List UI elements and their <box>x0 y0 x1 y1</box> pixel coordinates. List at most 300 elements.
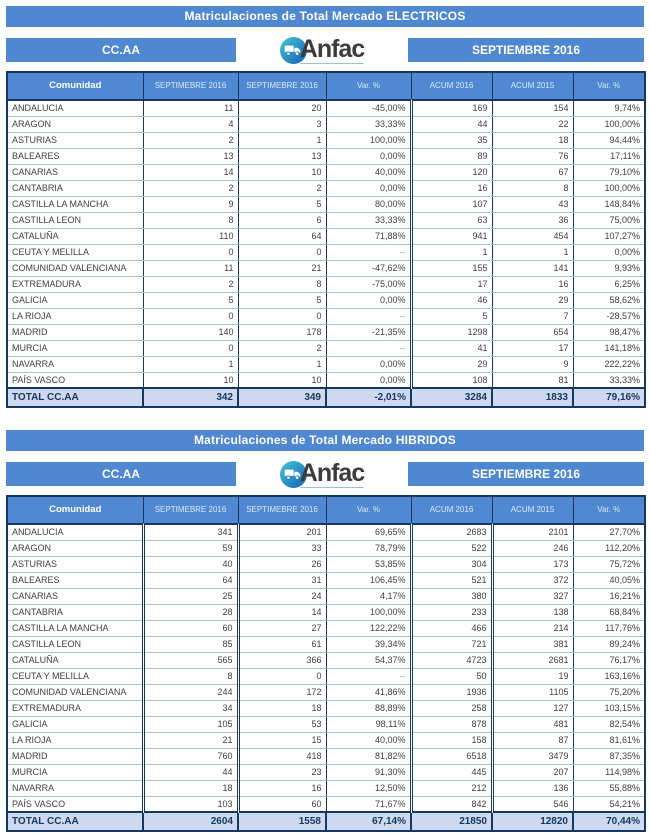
value-cell: 8 <box>238 276 326 292</box>
section-title: Matriculaciones de Total Mercado ELECTRICOS <box>184 9 466 23</box>
value-cell: 16 <box>411 180 492 196</box>
value-cell: 61 <box>238 636 326 652</box>
hibridos-table <box>6 495 646 832</box>
value-cell: 141 <box>492 260 573 276</box>
value-cell: 91,30% <box>326 764 411 780</box>
electricos-table <box>6 71 646 408</box>
value-cell: 67,14% <box>326 812 411 831</box>
table-row <box>7 116 645 132</box>
value-cell: 82,54% <box>573 716 645 732</box>
value-cell: 5 <box>143 292 238 308</box>
value-cell: 1 <box>238 356 326 372</box>
region-cell: CANARIAS <box>7 588 143 604</box>
value-cell: 522 <box>411 540 492 556</box>
table-row <box>7 764 645 780</box>
value-cell: 454 <box>492 228 573 244</box>
table-row <box>7 524 645 540</box>
value-cell: 17,11% <box>573 148 645 164</box>
column-header: ACUM 2015 <box>492 496 573 524</box>
value-cell: 1105 <box>492 684 573 700</box>
region-cell: ASTURIAS <box>7 132 143 148</box>
region-cell: CATALUÑA <box>7 652 143 668</box>
value-cell: 69,65% <box>326 524 411 540</box>
table-row <box>7 372 645 388</box>
table-row <box>7 356 645 372</box>
value-cell: 26 <box>238 556 326 572</box>
region-cell: PAÍS VASCO <box>7 372 143 388</box>
value-cell: 5 <box>238 196 326 212</box>
value-cell: 8 <box>492 180 573 196</box>
value-cell: 44 <box>143 764 238 780</box>
value-cell: 14 <box>238 604 326 620</box>
value-cell: 10 <box>238 164 326 180</box>
region-cell: NAVARRA <box>7 356 143 372</box>
value-cell: 114,98% <box>573 764 645 780</box>
value-cell: 35 <box>411 132 492 148</box>
value-cell: 342 <box>143 388 238 407</box>
value-cell: 33 <box>238 540 326 556</box>
value-cell: 2 <box>143 180 238 196</box>
table-row <box>7 308 645 324</box>
value-cell: 107 <box>411 196 492 212</box>
value-cell: 172 <box>238 684 326 700</box>
region-cell: CASTILLA LEON <box>7 212 143 228</box>
region-cell: COMUNIDAD VALENCIANA <box>7 260 143 276</box>
electricos-subheader <box>6 35 644 65</box>
value-cell: 18 <box>238 700 326 716</box>
value-cell: 14 <box>143 164 238 180</box>
value-cell: 112,20% <box>573 540 645 556</box>
table-row <box>7 716 645 732</box>
value-cell: 87 <box>492 732 573 748</box>
value-cell: 100,00% <box>573 180 645 196</box>
column-header: Var. % <box>326 72 411 100</box>
value-cell: 140 <box>143 324 238 340</box>
value-cell: 122,22% <box>326 620 411 636</box>
value-cell: -- <box>326 668 411 684</box>
value-cell: 9 <box>492 356 573 372</box>
value-cell: 41 <box>411 340 492 356</box>
value-cell: 21 <box>238 260 326 276</box>
period-label: SEPTIEMBRE 2016 <box>408 462 644 486</box>
value-cell: 27,70% <box>573 524 645 540</box>
value-cell: 349 <box>238 388 326 407</box>
value-cell: 79,16% <box>573 388 645 407</box>
region-cell: TOTAL CC.AA <box>7 388 143 407</box>
table-row <box>7 148 645 164</box>
region-cell: CATALUÑA <box>7 228 143 244</box>
value-cell: 4 <box>143 116 238 132</box>
value-cell: 22 <box>492 116 573 132</box>
value-cell: 103 <box>143 796 238 812</box>
value-cell: 154 <box>492 100 573 116</box>
value-cell: 100,00% <box>326 604 411 620</box>
value-cell: 20 <box>238 100 326 116</box>
value-cell: 0,00% <box>573 244 645 260</box>
value-cell: -21,35% <box>326 324 411 340</box>
value-cell: 1298 <box>411 324 492 340</box>
value-cell: 17 <box>492 340 573 356</box>
value-cell: 78,79% <box>326 540 411 556</box>
logo-area <box>236 458 408 488</box>
region-cell: MURCIA <box>7 340 143 356</box>
value-cell: 29 <box>492 292 573 308</box>
value-cell: 521 <box>411 572 492 588</box>
value-cell: -- <box>326 244 411 260</box>
total-row <box>7 388 645 407</box>
section-title: Matriculaciones de Total Mercado HIBRIDOS <box>193 433 457 447</box>
region-cell: BALEARES <box>7 148 143 164</box>
value-cell: 244 <box>143 684 238 700</box>
value-cell: 341 <box>143 524 238 540</box>
total-row <box>7 812 645 831</box>
value-cell: 39,34% <box>326 636 411 652</box>
value-cell: 17 <box>411 276 492 292</box>
region-cell: CASTILLA LA MANCHA <box>7 196 143 212</box>
column-header: SEPTIMEBRE 2016 <box>238 72 326 100</box>
anfac-logo <box>280 458 365 488</box>
value-cell: 546 <box>492 796 573 812</box>
value-cell: 760 <box>143 748 238 764</box>
value-cell: 76 <box>492 148 573 164</box>
value-cell: 29 <box>411 356 492 372</box>
value-cell: 108 <box>411 372 492 388</box>
value-cell: 18 <box>492 132 573 148</box>
value-cell: 0,00% <box>326 292 411 308</box>
value-cell: 0,00% <box>326 148 411 164</box>
value-cell: 54,21% <box>573 796 645 812</box>
hibridos-title-bar <box>6 430 644 451</box>
value-cell: 43 <box>492 196 573 212</box>
region-cell: ANDALUCIA <box>7 100 143 116</box>
region-cell: LA RIOJA <box>7 308 143 324</box>
value-cell: 12,50% <box>326 780 411 796</box>
table-row <box>7 324 645 340</box>
electricos-section <box>6 6 644 408</box>
value-cell: 141,18% <box>573 340 645 356</box>
value-cell: -- <box>326 308 411 324</box>
table-row <box>7 604 645 620</box>
value-cell: 13 <box>238 148 326 164</box>
value-cell: 75,00% <box>573 212 645 228</box>
region-cell: EXTREMADURA <box>7 276 143 292</box>
region-cell: EXTREMADURA <box>7 700 143 716</box>
value-cell: 23 <box>238 764 326 780</box>
value-cell: 381 <box>492 636 573 652</box>
value-cell: 7 <box>492 308 573 324</box>
region-cell: MURCIA <box>7 764 143 780</box>
value-cell: 4723 <box>411 652 492 668</box>
table-row <box>7 164 645 180</box>
table-row <box>7 732 645 748</box>
value-cell: 98,47% <box>573 324 645 340</box>
value-cell: 136 <box>492 780 573 796</box>
value-cell: 11 <box>143 100 238 116</box>
table-row <box>7 796 645 812</box>
region-cell: CANTABRIA <box>7 180 143 196</box>
header-row <box>7 72 645 100</box>
value-cell: 0 <box>143 244 238 260</box>
value-cell: 1558 <box>238 812 326 831</box>
value-cell: 100,00% <box>326 132 411 148</box>
value-cell: 24 <box>238 588 326 604</box>
value-cell: 40 <box>143 556 238 572</box>
value-cell: 100,00% <box>573 116 645 132</box>
value-cell: 2604 <box>143 812 238 831</box>
column-header: Var. % <box>326 496 411 524</box>
value-cell: 372 <box>492 572 573 588</box>
region-cell: CEUTA Y MELILLA <box>7 244 143 260</box>
column-header: SEPTIMEBRE 2016 <box>238 496 326 524</box>
value-cell: 81,82% <box>326 748 411 764</box>
value-cell: 94,44% <box>573 132 645 148</box>
column-header: ACUM 2016 <box>411 496 492 524</box>
value-cell: 207 <box>492 764 573 780</box>
table-row <box>7 276 645 292</box>
region-cell: MADRID <box>7 324 143 340</box>
value-cell: 27 <box>238 620 326 636</box>
value-cell: 50 <box>411 668 492 684</box>
value-cell: 481 <box>492 716 573 732</box>
table-row <box>7 228 645 244</box>
value-cell: 2 <box>143 132 238 148</box>
value-cell: 10 <box>143 372 238 388</box>
value-cell: 88,89% <box>326 700 411 716</box>
value-cell: 36 <box>492 212 573 228</box>
value-cell: 120 <box>411 164 492 180</box>
period-label: SEPTIEMBRE 2016 <box>408 38 644 62</box>
value-cell: 3 <box>238 116 326 132</box>
region-cell: CEUTA Y MELILLA <box>7 668 143 684</box>
anfac-logo <box>280 34 365 64</box>
value-cell: -45,00% <box>326 100 411 116</box>
value-cell: 33,33% <box>326 116 411 132</box>
value-cell: 11 <box>143 260 238 276</box>
anfac-logo-text: Anfac <box>299 34 365 63</box>
value-cell: 1 <box>143 356 238 372</box>
value-cell: 0 <box>238 668 326 684</box>
value-cell: 71,88% <box>326 228 411 244</box>
value-cell: 89,24% <box>573 636 645 652</box>
value-cell: -2,01% <box>326 388 411 407</box>
column-header: Comunidad <box>7 496 143 524</box>
hibridos-subheader <box>6 459 644 489</box>
table-row <box>7 540 645 556</box>
value-cell: 40,00% <box>326 164 411 180</box>
value-cell: 1 <box>238 132 326 148</box>
value-cell: 0,00% <box>326 356 411 372</box>
value-cell: -28,57% <box>573 308 645 324</box>
value-cell: 212 <box>411 780 492 796</box>
ccaa-label: CC.AA <box>6 38 236 62</box>
value-cell: 64 <box>238 228 326 244</box>
value-cell: 155 <box>411 260 492 276</box>
value-cell: 366 <box>238 652 326 668</box>
value-cell: 138 <box>492 604 573 620</box>
value-cell: 3284 <box>411 388 492 407</box>
value-cell: 81,61% <box>573 732 645 748</box>
value-cell: 148,84% <box>573 196 645 212</box>
value-cell: 2 <box>238 340 326 356</box>
region-cell: ASTURIAS <box>7 556 143 572</box>
value-cell: 2101 <box>492 524 573 540</box>
value-cell: 3479 <box>492 748 573 764</box>
value-cell: 18 <box>143 780 238 796</box>
value-cell: 8 <box>143 668 238 684</box>
value-cell: 28 <box>143 604 238 620</box>
value-cell: 59 <box>143 540 238 556</box>
value-cell: 117,76% <box>573 620 645 636</box>
value-cell: 89 <box>411 148 492 164</box>
region-cell: MADRID <box>7 748 143 764</box>
column-header: Var. % <box>573 72 645 100</box>
table-row <box>7 748 645 764</box>
value-cell: 16 <box>492 276 573 292</box>
region-cell: CANTABRIA <box>7 604 143 620</box>
value-cell: 842 <box>411 796 492 812</box>
value-cell: 0 <box>238 308 326 324</box>
value-cell: -47,62% <box>326 260 411 276</box>
value-cell: 380 <box>411 588 492 604</box>
value-cell: 21 <box>143 732 238 748</box>
value-cell: 445 <box>411 764 492 780</box>
value-cell: 169 <box>411 100 492 116</box>
value-cell: 1 <box>411 244 492 260</box>
region-cell: CANARIAS <box>7 164 143 180</box>
value-cell: 418 <box>238 748 326 764</box>
value-cell: 233 <box>411 604 492 620</box>
value-cell: 6 <box>238 212 326 228</box>
region-cell: BALEARES <box>7 572 143 588</box>
value-cell: 54,37% <box>326 652 411 668</box>
value-cell: 75,72% <box>573 556 645 572</box>
value-cell: 9 <box>143 196 238 212</box>
value-cell: 304 <box>411 556 492 572</box>
value-cell: 16,21% <box>573 588 645 604</box>
value-cell: 63 <box>411 212 492 228</box>
region-cell: ANDALUCIA <box>7 524 143 540</box>
region-cell: GALICIA <box>7 716 143 732</box>
value-cell: 79,10% <box>573 164 645 180</box>
value-cell: 106,45% <box>326 572 411 588</box>
table-row <box>7 100 645 116</box>
column-header: Comunidad <box>7 72 143 100</box>
region-cell: PAÍS VASCO <box>7 796 143 812</box>
value-cell: 58,62% <box>573 292 645 308</box>
value-cell: 87,35% <box>573 748 645 764</box>
region-cell: COMUNIDAD VALENCIANA <box>7 684 143 700</box>
value-cell: 55,88% <box>573 780 645 796</box>
value-cell: 75,20% <box>573 684 645 700</box>
column-header: ACUM 2015 <box>492 72 573 100</box>
value-cell: 327 <box>492 588 573 604</box>
value-cell: 60 <box>143 620 238 636</box>
value-cell: 878 <box>411 716 492 732</box>
value-cell: 15 <box>238 732 326 748</box>
value-cell: 9,93% <box>573 260 645 276</box>
electricos-title-bar <box>6 6 644 27</box>
table-row <box>7 212 645 228</box>
value-cell: -75,00% <box>326 276 411 292</box>
value-cell: 466 <box>411 620 492 636</box>
value-cell: 941 <box>411 228 492 244</box>
ccaa-label: CC.AA <box>6 462 236 486</box>
value-cell: 201 <box>238 524 326 540</box>
table-row <box>7 340 645 356</box>
value-cell: 10 <box>238 372 326 388</box>
table-row <box>7 684 645 700</box>
region-cell: LA RIOJA <box>7 732 143 748</box>
region-cell: TOTAL CC.AA <box>7 812 143 831</box>
value-cell: 44 <box>411 116 492 132</box>
value-cell: 5 <box>411 308 492 324</box>
value-cell: 0,00% <box>326 372 411 388</box>
column-header: SEPTIMEBRE 2016 <box>143 496 238 524</box>
region-cell: CASTILLA LA MANCHA <box>7 620 143 636</box>
hibridos-section <box>6 430 644 832</box>
value-cell: 654 <box>492 324 573 340</box>
value-cell: 53,85% <box>326 556 411 572</box>
value-cell: 110 <box>143 228 238 244</box>
value-cell: 565 <box>143 652 238 668</box>
value-cell: 70,44% <box>573 812 645 831</box>
value-cell: 2 <box>143 276 238 292</box>
value-cell: 12820 <box>492 812 573 831</box>
table-row <box>7 636 645 652</box>
value-cell: 2681 <box>492 652 573 668</box>
value-cell: 6518 <box>411 748 492 764</box>
region-cell: CASTILLA LEON <box>7 636 143 652</box>
value-cell: 21850 <box>411 812 492 831</box>
region-cell: ARAGON <box>7 116 143 132</box>
table-row <box>7 668 645 684</box>
value-cell: 46 <box>411 292 492 308</box>
table-row <box>7 180 645 196</box>
value-cell: 0,00% <box>326 180 411 196</box>
table-row <box>7 620 645 636</box>
logo-area <box>236 34 408 64</box>
value-cell: 246 <box>492 540 573 556</box>
value-cell: 41,86% <box>326 684 411 700</box>
value-cell: 25 <box>143 588 238 604</box>
value-cell: 163,16% <box>573 668 645 684</box>
value-cell: 0 <box>143 340 238 356</box>
table-row <box>7 260 645 276</box>
column-header: SEPTIMEBRE 2016 <box>143 72 238 100</box>
value-cell: -- <box>326 340 411 356</box>
value-cell: 40,00% <box>326 732 411 748</box>
table-row <box>7 196 645 212</box>
value-cell: 222,22% <box>573 356 645 372</box>
value-cell: 105 <box>143 716 238 732</box>
value-cell: 178 <box>238 324 326 340</box>
value-cell: 1833 <box>492 388 573 407</box>
value-cell: 1936 <box>411 684 492 700</box>
table-row <box>7 700 645 716</box>
value-cell: 2 <box>238 180 326 196</box>
value-cell: 81 <box>492 372 573 388</box>
header-row <box>7 496 645 524</box>
value-cell: 8 <box>143 212 238 228</box>
value-cell: 33,33% <box>326 212 411 228</box>
value-cell: 214 <box>492 620 573 636</box>
value-cell: 40,05% <box>573 572 645 588</box>
value-cell: 60 <box>238 796 326 812</box>
value-cell: 4,17% <box>326 588 411 604</box>
value-cell: 85 <box>143 636 238 652</box>
value-cell: 71,67% <box>326 796 411 812</box>
value-cell: 33,33% <box>573 372 645 388</box>
